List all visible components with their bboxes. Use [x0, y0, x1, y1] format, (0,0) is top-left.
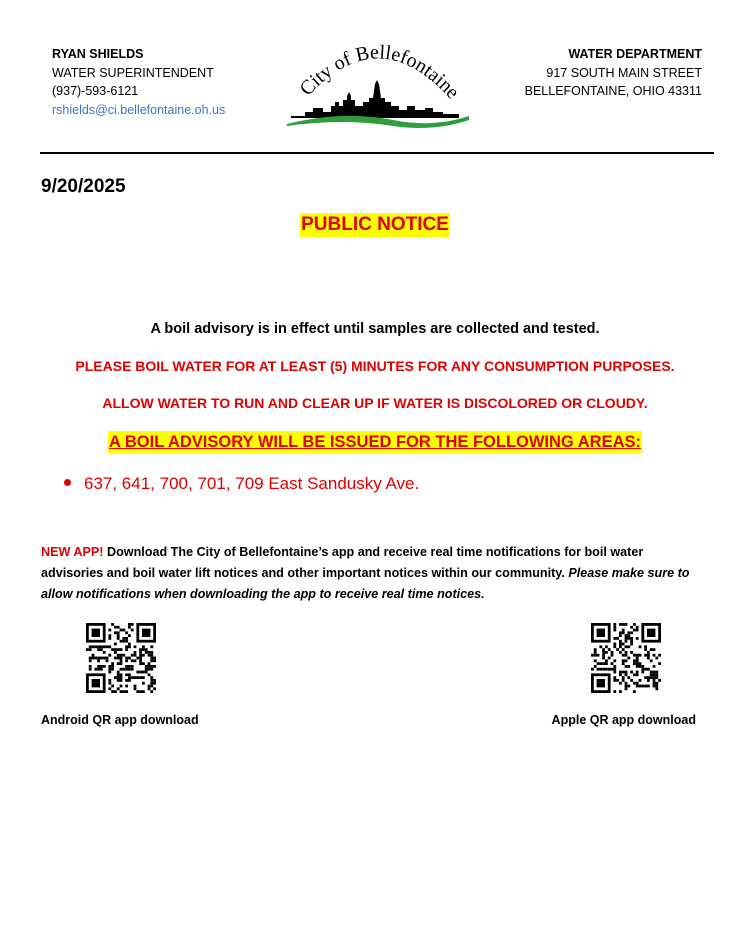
- app-notice-italic: Please make sure to allow notifications when downloading the app to receive real time notices.: [41, 566, 690, 601]
- contact-email-link[interactable]: rshields@ci.bellefontaine.oh.us: [52, 102, 226, 117]
- bullet-icon: [64, 479, 71, 486]
- logo-text: City of Bellefontaine: [295, 41, 464, 104]
- app-notice-text: Download The City of Bellefontaine’s app and receive real time notifications for boil water advisories and boil water lift notices and other important notices within our community.: [41, 545, 644, 580]
- qr-code-icon: [591, 623, 661, 693]
- header-contact: [52, 45, 225, 119]
- apple-qr-label: Apple QR app download: [551, 713, 696, 727]
- qr-code-icon: [86, 623, 156, 693]
- notice-date: 9/20/2025: [41, 176, 126, 197]
- department-city: BELLEFONTAINE, OHIO 43311: [524, 84, 702, 98]
- advisory-heading: A BOIL ADVISORY WILL BE ISSUED FOR THE FOLLOWING AREAS:: [109, 433, 641, 451]
- contact-title: WATER SUPERINTENDENT: [52, 65, 214, 80]
- city-logo-graphic: [283, 40, 473, 132]
- header-department: [525, 45, 702, 101]
- new-app-label: NEW APP!: [41, 545, 104, 559]
- boil-instruction: PLEASE BOIL WATER FOR AT LEAST (5) MINUTES FOR ANY CONSUMPTION PURPOSES.: [75, 358, 675, 374]
- run-water-instruction: ALLOW WATER TO RUN AND CLEAR UP IF WATER IS DISCOLORED OR CLOUDY.: [102, 395, 648, 411]
- android-qr-code[interactable]: [86, 623, 156, 693]
- contact-name: RYAN SHIELDS: [52, 47, 144, 61]
- notice-title: PUBLIC NOTICE: [301, 214, 449, 235]
- android-qr-label: Android QR app download: [41, 713, 199, 727]
- advisory-heading-row: [0, 431, 750, 453]
- department-street: 917 SOUTH MAIN STREET: [546, 65, 702, 80]
- city-logo: [283, 40, 473, 132]
- advisory-statement: A boil advisory is in effect until samples are collected and tested.: [150, 321, 600, 337]
- affected-area: 637, 641, 700, 701, 709 East Sandusky Ave.: [84, 474, 420, 493]
- contact-phone: (937)-593-6121: [52, 84, 139, 98]
- department-name: WATER DEPARTMENT: [568, 47, 702, 61]
- notice-title-row: [0, 213, 750, 237]
- app-notice-paragraph: [41, 542, 709, 605]
- apple-qr-code[interactable]: [591, 623, 661, 693]
- list-item: [64, 474, 419, 494]
- header-divider: [40, 152, 714, 154]
